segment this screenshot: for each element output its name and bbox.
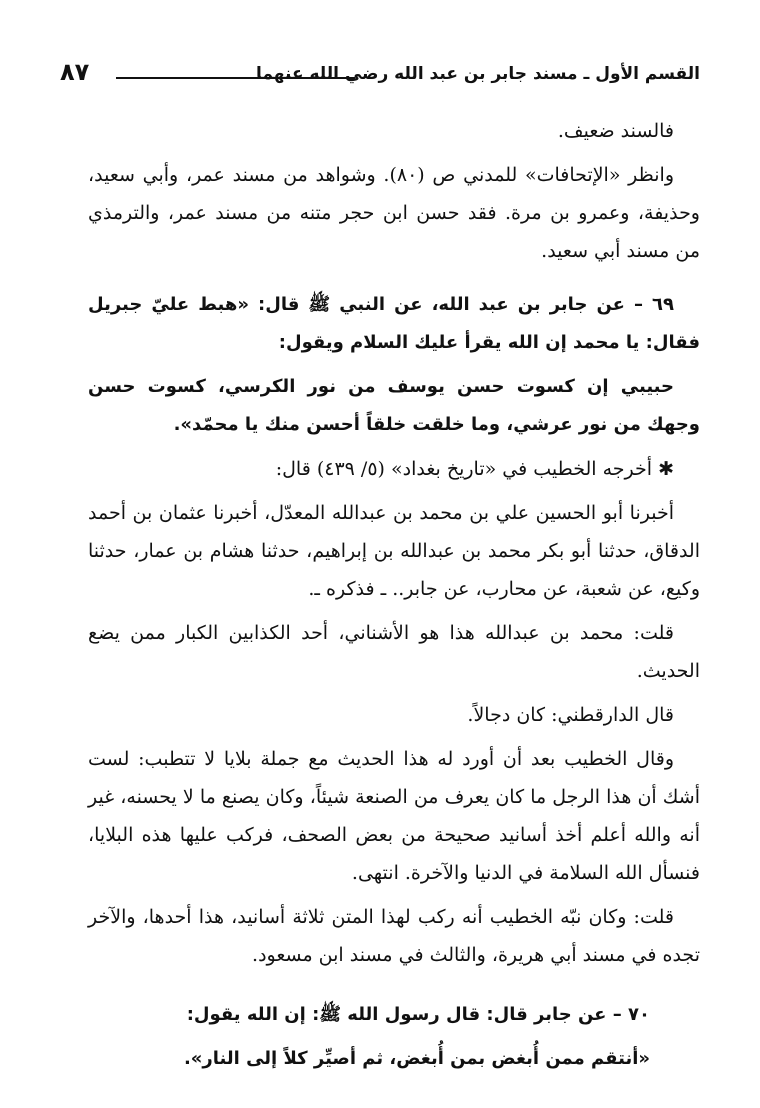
hadith-70-text: «أنتقم ممن أُبغض بمن أُبغض، ثم أصيِّر كلاً إلى النار». [183,1048,650,1069]
hadith-69-intro: ٦٩ – عن جابر بن عبد الله، عن النبي ﷺ قال: «هبط عليّ جبريل فقال: يا محمد إن الله يقرأ عليك السلام ويقول: [88,294,700,353]
page-header [60,58,700,94]
comment-three-isnads: قلت: وكان نبّه الخطيب أنه ركب لهذا المتن ثلاثة أسانيد، هذا أحدها، والآخر تجده في مسند أبي هريرة، والثالث في مسند ابن مسعود. [88,906,700,966]
header-rule [116,77,355,79]
page-body [88,112,700,1084]
hadith-69-text: حبيبي إن كسوت حسن يوسف من نور الكرسي، كسوت حسن وجهك من نور عرشي، وما خلقت خلقاً أحسن منك يا محمّد». [88,376,700,435]
comment-ashnani: قلت: محمد بن عبدالله هذا هو الأشناني، أحد الكذابين الكبار ممن يضع الحديث. [88,622,700,682]
page-number: ٨٧ [60,58,90,86]
daraqutni-quote: قال الدارقطني: كان دجالاً. [467,704,674,726]
khatib-quote: وقال الخطيب بعد أن أورد له هذا الحديث مع جملة بلايا لا تتطبب: لست أشك أن هذا الرجل ما كان يعرف من الصنعة شيئاً، وكان يصنع ما لا يحسنه، غير أنه والله أعلم أخذ أسانيد صحيحة من بعض الصحف، فركب عليها هذه البلايا، فنسأل الله السلامة في الدنيا والآخرة. انتهى. [88,748,700,884]
takhrij-text: أخرجه الخطيب في «تاريخ بغداد» (٥/ ٤٣٩) قال: [275,458,653,480]
takhrij-line [88,450,700,488]
hadith-70-intro: ٧٠ – عن جابر قال: قال رسول الله ﷺ: إن الله يقول: [186,1004,650,1025]
star-icon: ✱ [658,458,674,480]
isnad-paragraph: أخبرنا أبو الحسين علي بن محمد بن عبدالله المعدّل، أخبرنا عثمان بن أحمد الدقاق، حدثنا أبو بكر محمد بن عبدالله بن إبراهيم، حدثنا هشام بن عمار، حدثنا وكيع، عن شعبة، عن محارب، عن جابر.. ـ فذكره ـ. [88,502,700,600]
paragraph-see-also: وانظر «الإتحافات» للمدني ص (٨٠). وشواهد من مسند عمر، وأبي سعيد، وحذيفة، وعمرو بن مرة. فقد حسن ابن حجر متنه من مسند عمر، والترمذي من مسند أبي سعيد. [88,164,700,262]
running-title: القسم الأول ـ مسند جابر بن عبد الله رضي الله عنهما [256,64,700,84]
paragraph-conclusion: فالسند ضعيف. [557,120,674,142]
